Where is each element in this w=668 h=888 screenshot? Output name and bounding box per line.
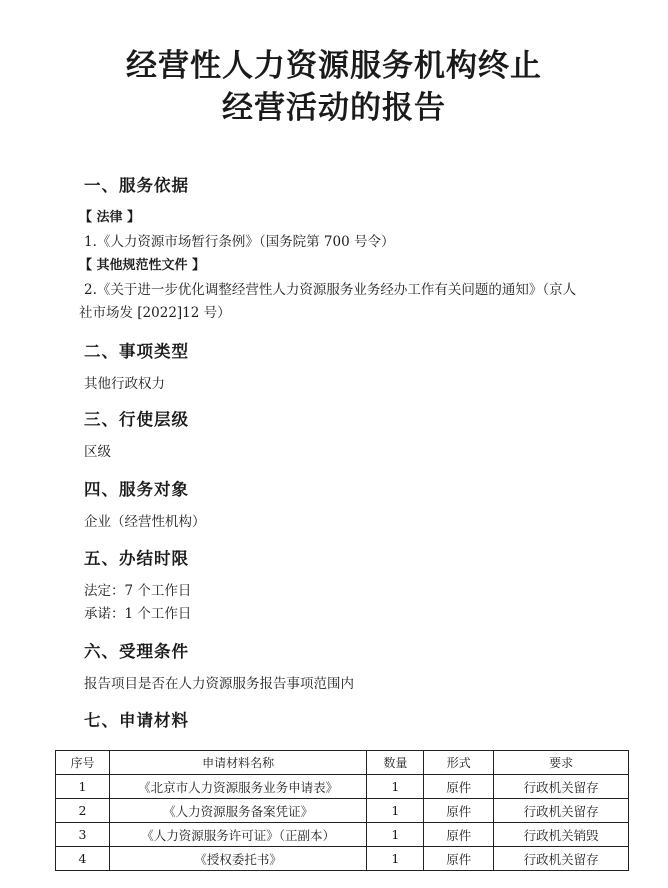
cell-form: 原件 <box>424 775 494 799</box>
level-text: 区级 <box>84 444 111 460</box>
cell-index: 3 <box>56 823 110 847</box>
other-doc-item-line-1: 2.《关于进一步优化调整经营性人力资源服务业务经办工作有关问题的通知》（京人 <box>84 282 577 298</box>
type-text: 其他行政权力 <box>84 376 165 392</box>
cell-index: 2 <box>56 799 110 823</box>
col-header-index: 序号 <box>56 751 110 775</box>
cell-index: 4 <box>56 847 110 871</box>
cell-quantity: 1 <box>367 799 424 823</box>
time-promise: 承诺：1 个工作日 <box>84 606 192 622</box>
materials-table <box>55 750 629 871</box>
cell-quantity: 1 <box>367 823 424 847</box>
table-header-row <box>56 751 629 775</box>
table-row <box>56 799 629 823</box>
cell-requirement: 行政机关留存 <box>494 799 629 823</box>
table-row <box>56 775 629 799</box>
cell-form: 原件 <box>424 823 494 847</box>
section-heading-level: 三、行使层级 <box>84 410 189 429</box>
cell-form: 原件 <box>424 847 494 871</box>
cell-form: 原件 <box>424 799 494 823</box>
col-header-form: 形式 <box>424 751 494 775</box>
section-heading-time: 五、办结时限 <box>84 549 189 568</box>
time-legal: 法定：7 个工作日 <box>84 583 192 599</box>
section-heading-materials: 七、申请材料 <box>84 711 189 730</box>
col-header-material-name: 申请材料名称 <box>109 751 367 775</box>
section-heading-target: 四、服务对象 <box>84 480 189 499</box>
page-title-line-1: 经营性人力资源服务机构终止 <box>126 48 542 84</box>
cell-requirement: 行政机关留存 <box>494 847 629 871</box>
cell-material-name: 《人力资源服务许可证》（正副本） <box>109 823 367 847</box>
cell-requirement: 行政机关销毁 <box>494 823 629 847</box>
law-item: 1.《人力资源市场暂行条例》（国务院第 700 号令） <box>84 234 395 250</box>
page-title-line-2: 经营活动的报告 <box>222 90 446 126</box>
section-heading-type: 二、事项类型 <box>84 342 189 361</box>
cell-quantity: 1 <box>367 775 424 799</box>
col-header-requirement: 要求 <box>494 751 629 775</box>
conditions-text: 报告项目是否在人力资源服务报告事项范围内 <box>84 676 354 692</box>
section-heading-basis: 一、服务依据 <box>84 176 189 195</box>
cell-quantity: 1 <box>367 847 424 871</box>
other-doc-item-line-2: 社市场发 [2022]12 号） <box>79 305 231 321</box>
law-tag: 【 法律 】 <box>79 210 141 225</box>
col-header-quantity: 数量 <box>367 751 424 775</box>
cell-material-name: 《北京市人力资源服务业务申请表》 <box>109 775 367 799</box>
cell-requirement: 行政机关留存 <box>494 775 629 799</box>
table-row <box>56 823 629 847</box>
cell-material-name: 《人力资源服务备案凭证》 <box>109 799 367 823</box>
cell-material-name: 《授权委托书》 <box>109 847 367 871</box>
section-heading-conditions: 六、受理条件 <box>84 642 189 661</box>
other-docs-tag: 【 其他规范性文件 】 <box>79 258 206 273</box>
cell-index: 1 <box>56 775 110 799</box>
table-row <box>56 847 629 871</box>
target-text: 企业（经营性机构） <box>84 514 206 530</box>
